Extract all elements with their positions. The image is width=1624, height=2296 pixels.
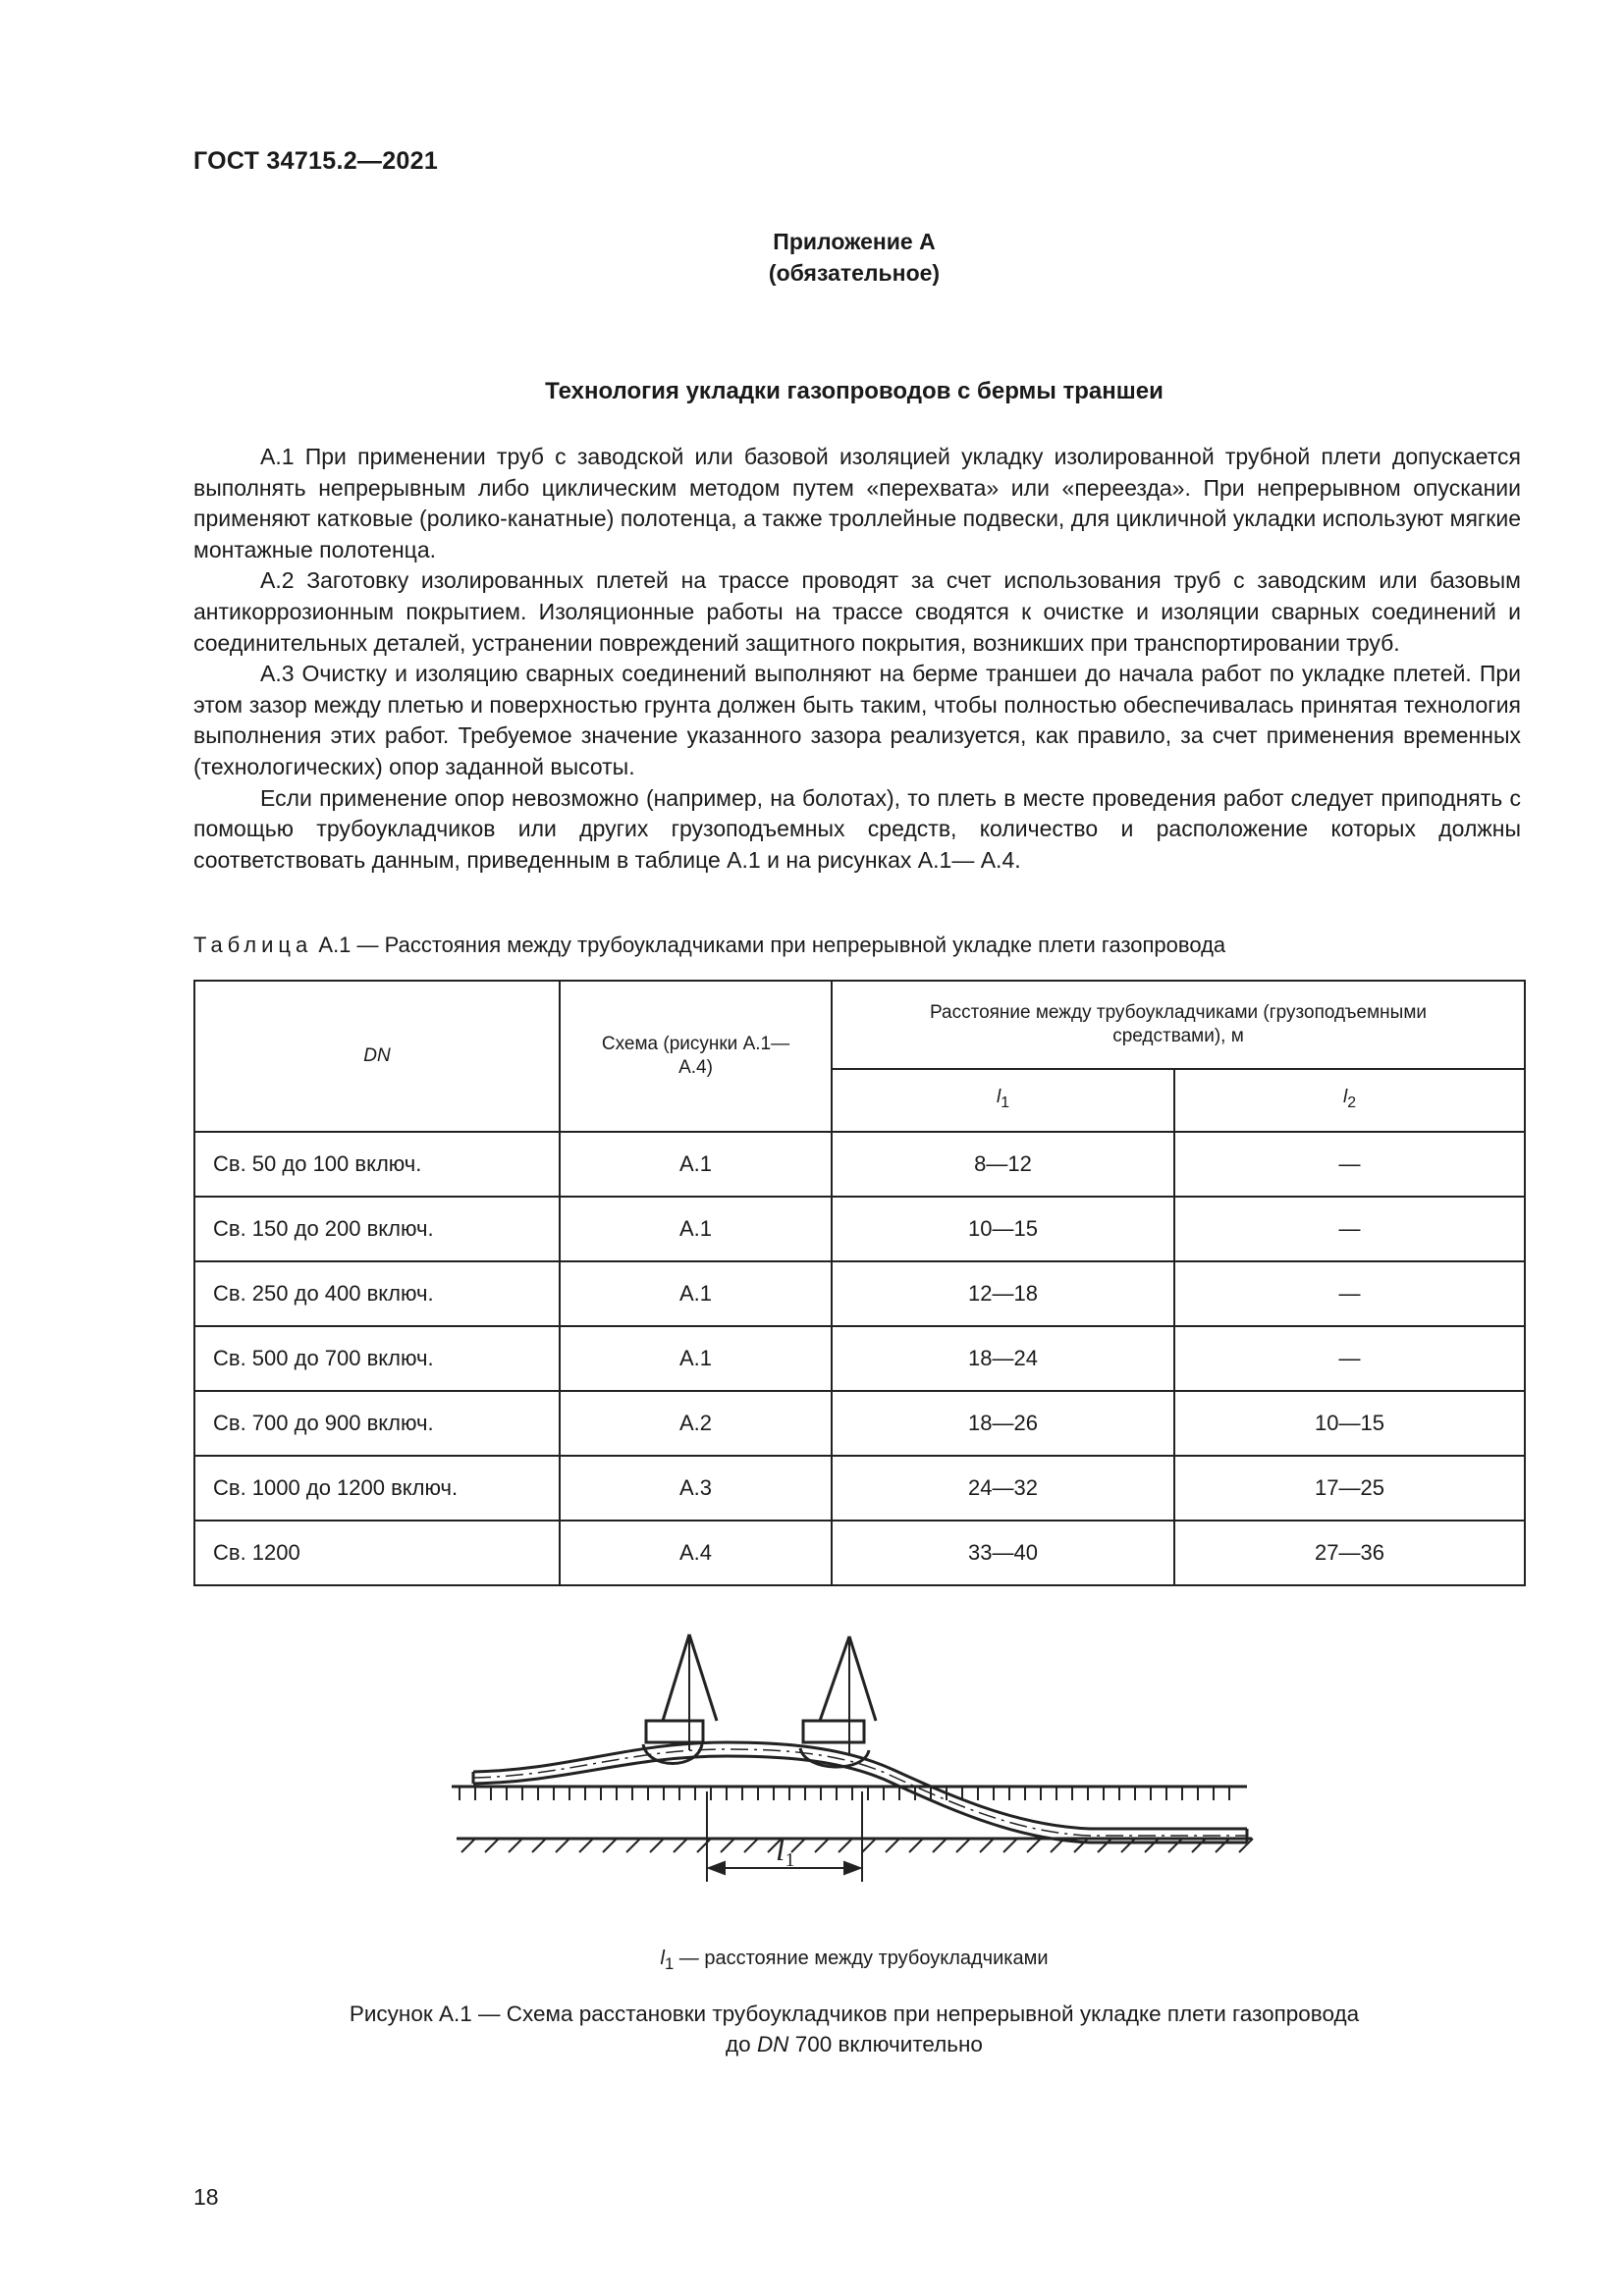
cell-dn: Св. 150 до 200 включ. bbox=[194, 1197, 560, 1261]
distance-table bbox=[193, 980, 1526, 1586]
cell-l1: 8—12 bbox=[832, 1132, 1174, 1197]
cell-l2: — bbox=[1174, 1326, 1525, 1391]
cell-dn: Св. 700 до 900 включ. bbox=[194, 1391, 560, 1456]
cell-scheme: А.2 bbox=[560, 1391, 832, 1456]
table-row bbox=[194, 1391, 1525, 1456]
cell-dn: Св. 500 до 700 включ. bbox=[194, 1326, 560, 1391]
cell-l2: 17—25 bbox=[1174, 1456, 1525, 1521]
dimension-label: l1 bbox=[776, 1832, 795, 1871]
legend-symbol-sub: 1 bbox=[664, 1954, 675, 1973]
pipelayer-1 bbox=[646, 1634, 717, 1750]
table-row bbox=[194, 1132, 1525, 1197]
table-row bbox=[194, 1261, 1525, 1326]
header-l1: $l_1$ bbox=[832, 1069, 1174, 1132]
cell-l1: 18—24 bbox=[832, 1326, 1174, 1391]
figure-caption bbox=[0, 1999, 1624, 2059]
cell-scheme: А.1 bbox=[560, 1261, 832, 1326]
table-caption-word: Таблица bbox=[193, 933, 313, 957]
cell-dn: Св. 1000 до 1200 включ. bbox=[194, 1456, 560, 1521]
cell-l1: 10—15 bbox=[832, 1197, 1174, 1261]
table-caption bbox=[193, 933, 1225, 958]
body-text bbox=[193, 442, 1521, 876]
legend-symbol: l bbox=[660, 1948, 665, 1969]
figure-caption-line2: до DN 700 включительно bbox=[726, 2032, 983, 2056]
paragraph-supports: Если применение опор невозможно (например, на болотах), то плеть в месте проведения работ следует приподнять с помощью трубоукладчиков или других грузоподъемных средств, количество и расположение которых должны соответствовать данным, приведенным в таблице А.1 и на рисунках А.1— А.4. bbox=[193, 784, 1521, 873]
cell-scheme: А.4 bbox=[560, 1521, 832, 1585]
header-dn: DN bbox=[194, 981, 560, 1132]
table-row bbox=[194, 1197, 1525, 1261]
cell-scheme: А.1 bbox=[560, 1326, 832, 1391]
appendix-title: Приложение А bbox=[773, 229, 936, 254]
section-title: Технология укладки газопроводов с бермы траншеи bbox=[545, 378, 1164, 404]
cell-dn: Св. 50 до 100 включ. bbox=[194, 1132, 560, 1197]
document-code: ГОСТ 34715.2—2021 bbox=[193, 147, 439, 175]
cell-l1: 18—26 bbox=[832, 1391, 1174, 1456]
legend-text: — расстояние между трубоукладчиками bbox=[674, 1948, 1049, 1969]
page-number: 18 bbox=[193, 2184, 219, 2210]
figure-caption-line1: Рисунок А.1 — Схема расстановки трубоукладчиков при непрерывной укладке плети газопровода bbox=[349, 2002, 1360, 2026]
pipelayer-scheme-figure bbox=[452, 1625, 1276, 1919]
cell-scheme: А.3 bbox=[560, 1456, 832, 1521]
table-row bbox=[194, 1456, 1525, 1521]
header-distance: Расстояние между трубоукладчиками (грузоподъемными средствами), м bbox=[832, 981, 1525, 1069]
cell-l1: 33—40 bbox=[832, 1521, 1174, 1585]
berm-surface bbox=[452, 1787, 1247, 1800]
cell-l2: 10—15 bbox=[1174, 1391, 1525, 1456]
paragraph-a3: А.3 Очистку и изоляцию сварных соединений выполняют на берме траншеи до начала работ по укладке плетей. При этом зазор между плетью и поверхностью грунта должен быть таким, чтобы полностью обеспечивалась принятая технология выполнения этих работ. Требуемое значение указанного зазора реализуется, как правило, за счет применения временных (технологических) опор заданной высоты. bbox=[193, 661, 1521, 779]
cell-l2: — bbox=[1174, 1261, 1525, 1326]
trench-bottom bbox=[457, 1839, 1253, 1852]
pipeline-string bbox=[473, 1742, 1247, 1842]
cell-scheme: А.1 bbox=[560, 1197, 832, 1261]
cell-dn: Св. 250 до 400 включ. bbox=[194, 1261, 560, 1326]
cell-scheme: А.1 bbox=[560, 1132, 832, 1197]
figure-legend bbox=[0, 1948, 1624, 1974]
cell-dn: Св. 1200 bbox=[194, 1521, 560, 1585]
pipelayer-2 bbox=[803, 1636, 876, 1754]
table-row bbox=[194, 1326, 1525, 1391]
header-l2: $l_2$ bbox=[1174, 1069, 1525, 1132]
paragraph-a2: А.2 Заготовку изолированных плетей на трассе проводят за счет использования труб с заводским или базовым антикоррозионным покрытием. Изоляционные работы на трассе сводятся к очистке и изоляции сварных соединений и соединительных деталей, устранении повреждений защитного покрытия, возникших при транспортировании труб. bbox=[193, 567, 1521, 656]
paragraph-a1: А.1 При применении труб с заводской или базовой изоляцией укладку изолированной трубной плети допускается выполнять непрерывным либо циклическим методом путем «перехвата» или «переезда». При непрерывном опускании применяют катковые (ролико-канатные) полотенца, а также троллейные подвески, для цикличной укладки используют мягкие монтажные полотенца. bbox=[193, 444, 1521, 562]
header-scheme: Схема (рисунки А.1—А.4) bbox=[560, 981, 832, 1132]
cell-l2: 27—36 bbox=[1174, 1521, 1525, 1585]
table-row bbox=[194, 1521, 1525, 1585]
cell-l2: — bbox=[1174, 1132, 1525, 1197]
table-caption-text: А.1 — Расстояния между трубоукладчиками при непрерывной укладке плети газопровода bbox=[318, 933, 1226, 957]
cell-l2: — bbox=[1174, 1197, 1525, 1261]
cell-l1: 12—18 bbox=[832, 1261, 1174, 1326]
cell-l1: 24—32 bbox=[832, 1456, 1174, 1521]
appendix-status: (обязательное) bbox=[768, 260, 941, 286]
